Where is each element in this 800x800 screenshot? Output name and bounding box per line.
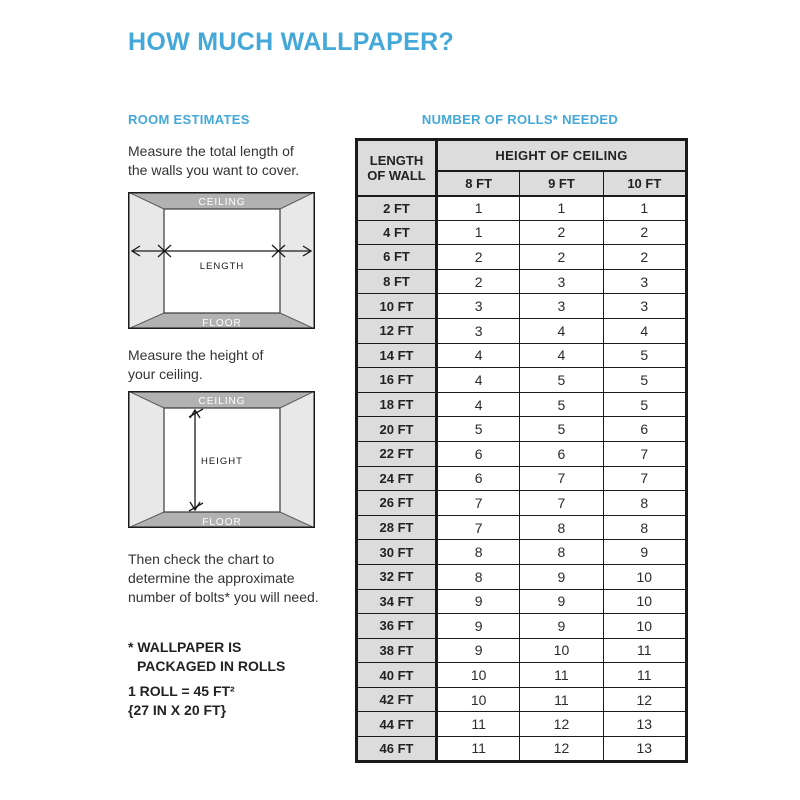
wall-length-cell: 6 FT xyxy=(357,245,437,270)
text-line: * WALLPAPER IS xyxy=(128,639,242,655)
rolls-value-cell: 8 xyxy=(520,540,603,565)
rolls-value-cell: 9 xyxy=(520,564,603,589)
rolls-value-cell: 8 xyxy=(520,515,603,540)
wall-length-cell: 30 FT xyxy=(357,540,437,565)
rolls-value-cell: 9 xyxy=(520,589,603,614)
rolls-value-cell: 6 xyxy=(520,441,603,466)
text-line: LENGTH xyxy=(369,152,424,168)
rolls-value-cell: 4 xyxy=(437,343,520,368)
rolls-value-cell: 11 xyxy=(520,663,603,688)
table-row xyxy=(357,712,687,737)
wall-length-cell: 34 FT xyxy=(357,589,437,614)
rolls-value-cell: 5 xyxy=(520,392,603,417)
text-line: number of bolts* you will need. xyxy=(128,589,319,605)
rolls-value-cell: 11 xyxy=(437,737,520,762)
rolls-value-cell: 13 xyxy=(603,737,686,762)
rolls-value-cell: 9 xyxy=(603,540,686,565)
rolls-value-cell: 4 xyxy=(437,392,520,417)
rolls-value-cell: 11 xyxy=(520,687,603,712)
table-row xyxy=(357,663,687,688)
text-line: OF WALL xyxy=(367,167,426,183)
rolls-value-cell: 10 xyxy=(520,638,603,663)
wall-length-cell: 2 FT xyxy=(357,196,437,221)
table-row xyxy=(357,589,687,614)
page-title: HOW MUCH WALLPAPER? xyxy=(128,28,455,56)
rolls-value-cell: 3 xyxy=(520,269,603,294)
table-row xyxy=(357,343,687,368)
ceiling-label: CEILING xyxy=(198,197,246,208)
rolls-value-cell: 5 xyxy=(603,392,686,417)
rolls-value-cell: 3 xyxy=(603,294,686,319)
rolls-value-cell: 13 xyxy=(603,712,686,737)
wall-length-cell: 28 FT xyxy=(357,515,437,540)
table-row xyxy=(357,368,687,393)
wall-length-cell: 8 FT xyxy=(357,269,437,294)
room-height-diagram xyxy=(128,391,315,528)
rolls-value-cell: 2 xyxy=(603,220,686,245)
text-line: Measure the height of xyxy=(128,347,264,363)
rolls-value-cell: 7 xyxy=(520,466,603,491)
wall-length-cell: 14 FT xyxy=(357,343,437,368)
rolls-value-cell: 3 xyxy=(437,318,520,343)
wall-length-cell: 24 FT xyxy=(357,466,437,491)
rolls-value-cell: 2 xyxy=(437,269,520,294)
text-line: PACKAGED IN ROLLS xyxy=(137,658,286,674)
wallpaper-rolls-footnote xyxy=(128,638,285,676)
rolls-value-cell: 5 xyxy=(520,368,603,393)
text-line: your ceiling. xyxy=(128,366,203,382)
rolls-value-cell: 1 xyxy=(437,196,520,221)
ceiling-label: CEILING xyxy=(198,396,246,407)
length-of-wall-header xyxy=(357,140,437,196)
rolls-value-cell: 6 xyxy=(437,466,520,491)
rolls-value-cell: 1 xyxy=(603,196,686,221)
rolls-value-cell: 4 xyxy=(437,368,520,393)
height-of-ceiling-header: HEIGHT OF CEILING xyxy=(437,140,687,171)
rolls-value-cell: 1 xyxy=(520,196,603,221)
rolls-value-cell: 4 xyxy=(520,343,603,368)
text-line: {27 IN X 20 FT} xyxy=(128,702,227,718)
table-row xyxy=(357,196,687,221)
floor-label: FLOOR xyxy=(202,318,242,329)
table-row xyxy=(357,417,687,442)
ceiling-10ft-header: 10 FT xyxy=(603,171,686,196)
rolls-value-cell: 12 xyxy=(603,687,686,712)
ceiling-8ft-header: 8 FT xyxy=(437,171,520,196)
rolls-value-cell: 1 xyxy=(437,220,520,245)
table-row xyxy=(357,515,687,540)
table-row xyxy=(357,737,687,762)
text-line: Then check the chart to xyxy=(128,551,275,567)
rolls-value-cell: 5 xyxy=(520,417,603,442)
rolls-table-header xyxy=(357,140,687,196)
wall-length-cell: 46 FT xyxy=(357,737,437,762)
rolls-value-cell: 11 xyxy=(603,663,686,688)
rolls-value-cell: 10 xyxy=(437,663,520,688)
step3-instruction xyxy=(128,550,319,607)
rolls-value-cell: 9 xyxy=(437,614,520,639)
wall-length-cell: 42 FT xyxy=(357,687,437,712)
step1-instruction xyxy=(128,142,299,180)
rolls-value-cell: 2 xyxy=(520,245,603,270)
rolls-value-cell: 2 xyxy=(520,220,603,245)
rolls-value-cell: 5 xyxy=(603,343,686,368)
rolls-value-cell: 4 xyxy=(520,318,603,343)
rolls-value-cell: 7 xyxy=(603,441,686,466)
table-row xyxy=(357,491,687,516)
height-dimension-label: HEIGHT xyxy=(201,456,243,467)
table-row xyxy=(357,269,687,294)
wall-length-cell: 16 FT xyxy=(357,368,437,393)
rolls-table xyxy=(355,138,688,763)
table-row xyxy=(357,245,687,270)
wall-length-cell: 18 FT xyxy=(357,392,437,417)
roll-size-note xyxy=(128,682,235,720)
room-estimates-heading: ROOM ESTIMATES xyxy=(128,112,250,127)
rolls-value-cell: 8 xyxy=(437,540,520,565)
text-line: 1 ROLL = 45 FT² xyxy=(128,683,235,699)
step2-instruction xyxy=(128,346,263,384)
text-line: Measure the total length of xyxy=(128,143,294,159)
table-row xyxy=(357,564,687,589)
wall-length-cell: 40 FT xyxy=(357,663,437,688)
rolls-needed-heading: NUMBER OF ROLLS* NEEDED xyxy=(421,112,619,127)
rolls-value-cell: 3 xyxy=(520,294,603,319)
rolls-value-cell: 10 xyxy=(437,687,520,712)
wall-length-cell: 36 FT xyxy=(357,614,437,639)
rolls-table-body xyxy=(357,196,687,762)
rolls-value-cell: 12 xyxy=(520,737,603,762)
rolls-value-cell: 12 xyxy=(520,712,603,737)
table-row xyxy=(357,540,687,565)
table-row xyxy=(357,687,687,712)
rolls-value-cell: 10 xyxy=(603,589,686,614)
rolls-value-cell: 6 xyxy=(437,441,520,466)
rolls-value-cell: 11 xyxy=(437,712,520,737)
room-length-diagram xyxy=(128,192,315,329)
rolls-value-cell: 9 xyxy=(520,614,603,639)
table-row xyxy=(357,466,687,491)
text-line: determine the approximate xyxy=(128,570,295,586)
wall-length-cell: 26 FT xyxy=(357,491,437,516)
wall-length-cell: 20 FT xyxy=(357,417,437,442)
text-line: the walls you want to cover. xyxy=(128,162,300,178)
table-row xyxy=(357,220,687,245)
rolls-value-cell: 3 xyxy=(437,294,520,319)
wall-length-cell: 32 FT xyxy=(357,564,437,589)
rolls-value-cell: 8 xyxy=(437,564,520,589)
wall-length-cell: 4 FT xyxy=(357,220,437,245)
floor-label: FLOOR xyxy=(202,517,242,528)
table-row xyxy=(357,614,687,639)
rolls-value-cell: 8 xyxy=(603,515,686,540)
rolls-value-cell: 3 xyxy=(603,269,686,294)
rolls-value-cell: 7 xyxy=(520,491,603,516)
rolls-value-cell: 10 xyxy=(603,614,686,639)
table-row xyxy=(357,294,687,319)
rolls-value-cell: 2 xyxy=(603,245,686,270)
rolls-value-cell: 5 xyxy=(437,417,520,442)
table-row xyxy=(357,318,687,343)
length-dimension-label: LENGTH xyxy=(199,261,245,272)
table-row xyxy=(357,441,687,466)
wall-length-cell: 22 FT xyxy=(357,441,437,466)
rolls-value-cell: 4 xyxy=(603,318,686,343)
rolls-value-cell: 6 xyxy=(603,417,686,442)
rolls-value-cell: 5 xyxy=(603,368,686,393)
rolls-value-cell: 8 xyxy=(603,491,686,516)
wall-length-cell: 10 FT xyxy=(357,294,437,319)
table-row xyxy=(357,638,687,663)
table-row xyxy=(357,392,687,417)
wall-length-cell: 12 FT xyxy=(357,318,437,343)
wall-length-cell: 38 FT xyxy=(357,638,437,663)
ceiling-9ft-header: 9 FT xyxy=(520,171,603,196)
rolls-value-cell: 9 xyxy=(437,638,520,663)
rolls-value-cell: 7 xyxy=(437,515,520,540)
wall-length-cell: 44 FT xyxy=(357,712,437,737)
header-row-group xyxy=(357,140,687,171)
rolls-value-cell: 11 xyxy=(603,638,686,663)
rolls-value-cell: 10 xyxy=(603,564,686,589)
rolls-value-cell: 9 xyxy=(437,589,520,614)
rolls-value-cell: 7 xyxy=(437,491,520,516)
rolls-value-cell: 7 xyxy=(603,466,686,491)
rolls-value-cell: 2 xyxy=(437,245,520,270)
